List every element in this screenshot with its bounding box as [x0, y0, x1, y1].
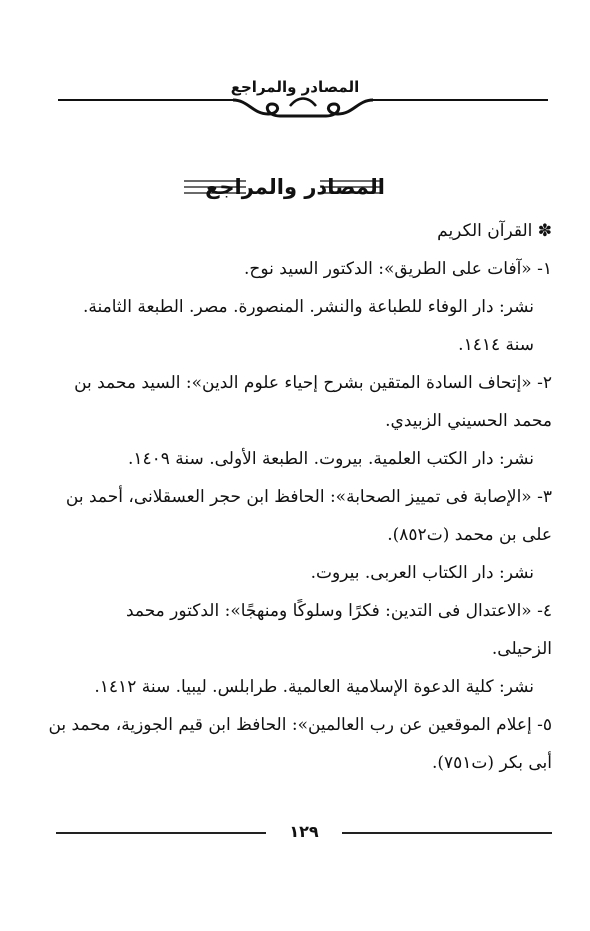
section-title: المصادر والمراجع	[205, 175, 385, 199]
reference-quran: ✽ القرآن الكريم	[437, 221, 552, 241]
page-number: ١٢٩	[289, 822, 319, 841]
references-list	[48, 212, 552, 782]
title-rule-right	[320, 178, 382, 196]
reference-2-title: ٢- «إتحاف السادة المتقين بشرح إحياء علوم الدين»: السيد محمد بن	[74, 373, 552, 393]
reference-3-title: ٣- «الإصابة فى تمييز الصحابة»: الحافظ ابن حجر العسقلانى، أحمد بن	[65, 487, 552, 507]
reference-4-title: ٤- «الاعتدال فى التدين: فكرًا وسلوكًا ومنهجًا»: الدكتور محمد	[125, 601, 552, 621]
reference-2-author: محمد الحسيني الزبيدي.	[385, 411, 552, 431]
reference-5-title: ٥- إعلام الموقعين عن رب العالمين»: الحافظ ابن قيم الجوزية، محمد بن	[48, 715, 552, 735]
reference-1-publisher: نشر: دار الوفاء للطباعة والنشر. المنصورة. مصر. الطبعة الثامنة.	[82, 297, 534, 317]
header-ornament	[58, 92, 548, 126]
running-header: المصادر والمراجع	[230, 78, 360, 96]
reference-3-author: على بن محمد (ت٨٥٢).	[387, 525, 552, 545]
page-footer	[56, 820, 552, 844]
reference-4-author: الزحيلى.	[491, 639, 552, 659]
reference-5-author: أبى بكر (ت٧٥١).	[431, 753, 552, 773]
reference-2-publisher: نشر: دار الكتب العلمية. بيروت. الطبعة الأولى. سنة ١٤٠٩.	[127, 449, 534, 469]
reference-1-year: سنة ١٤١٤.	[458, 335, 534, 355]
reference-3-publisher: نشر: دار الكتاب العربى. بيروت.	[310, 563, 534, 583]
section-title-row	[0, 170, 590, 204]
footer-rule-right	[342, 832, 552, 834]
reference-4-publisher: نشر: كلية الدعوة الإسلامية العالمية. طرابلس. ليبيا. سنة ١٤١٢.	[94, 677, 534, 697]
reference-1-title: ١- «آفات على الطريق»: الدكتور السيد نوح.	[243, 259, 552, 279]
